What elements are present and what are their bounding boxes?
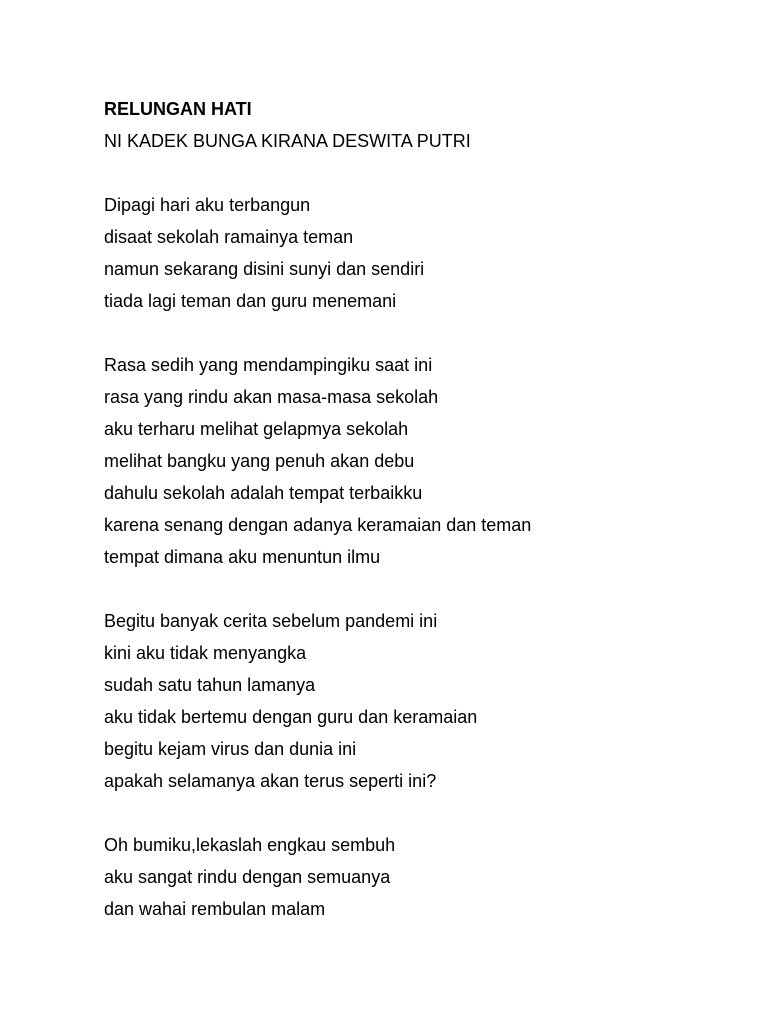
poem-line: Dipagi hari aku terbangun <box>104 195 311 215</box>
poem-title: RELUNGAN HATI <box>104 99 252 119</box>
poem-line: dan wahai rembulan malam <box>104 899 326 919</box>
poem-line: tiada lagi teman dan guru menemani <box>104 291 397 311</box>
poem-line: melihat bangku yang penuh akan debu <box>104 451 415 471</box>
stanza-2 <box>104 349 724 573</box>
poem-line: namun sekarang disini sunyi dan sendiri <box>104 259 425 279</box>
poem-author: NI KADEK BUNGA KIRANA DESWITA PUTRI <box>104 131 471 151</box>
poem-line: aku tidak bertemu dengan guru dan keramaian <box>104 707 478 727</box>
stanza-3 <box>104 605 724 797</box>
stanza-4 <box>104 829 724 925</box>
poem-body <box>104 93 724 925</box>
poem-line: apakah selamanya akan terus seperti ini? <box>104 771 437 791</box>
poem-line: Rasa sedih yang mendampingiku saat ini <box>104 355 433 375</box>
poem-line: rasa yang rindu akan masa-masa sekolah <box>104 387 439 407</box>
poem-line: sudah satu tahun lamanya <box>104 675 316 695</box>
poem-line: karena senang dengan adanya keramaian dan teman <box>104 515 532 535</box>
poem-line: kini aku tidak menyangka <box>104 643 307 663</box>
poem-line: begitu kejam virus dan dunia ini <box>104 739 357 759</box>
poem-line: disaat sekolah ramainya teman <box>104 227 354 247</box>
stanza-1 <box>104 189 724 317</box>
poem-line: Begitu banyak cerita sebelum pandemi ini <box>104 611 438 631</box>
poem-line: tempat dimana aku menuntun ilmu <box>104 547 381 567</box>
poem-line: aku sangat rindu dengan semuanya <box>104 867 391 887</box>
poem-line: dahulu sekolah adalah tempat terbaikku <box>104 483 423 503</box>
poem-line: aku terharu melihat gelapmya sekolah <box>104 419 409 439</box>
poem-line: Oh bumiku,lekaslah engkau sembuh <box>104 835 396 855</box>
